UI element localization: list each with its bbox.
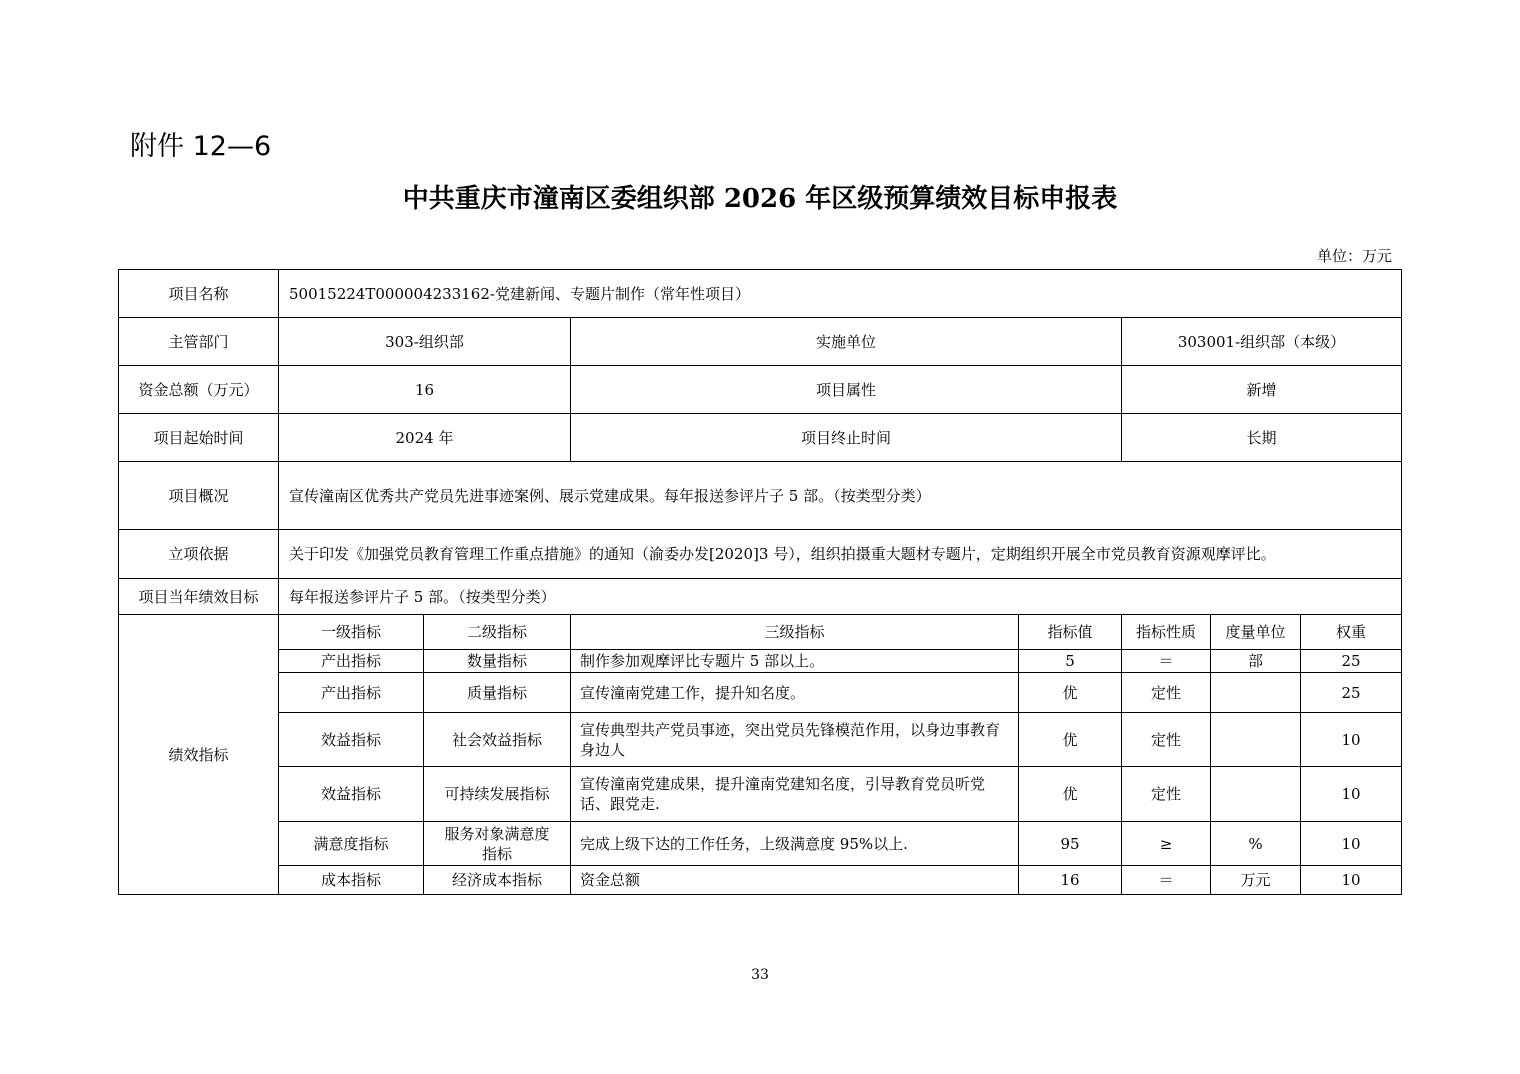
attachment-label: 附件 12—6: [130, 131, 272, 162]
table-row-cell: 优: [1018, 672, 1122, 713]
table-row-cell: 服务对象满意度指标: [423, 821, 571, 866]
dept-label: 主管部门: [118, 317, 279, 366]
col-header-nature: 指标性质: [1121, 614, 1211, 650]
table-row-cell: 宣传潼南党建成果，提升潼南党建知名度，引导教育党员听党话、跟党走.: [570, 766, 1019, 822]
table-row-cell: 产出指标: [278, 649, 424, 673]
table-row-cell: ＝: [1121, 649, 1211, 673]
table-row-cell: 质量指标: [423, 672, 571, 713]
end-label: 项目终止时间: [570, 413, 1122, 462]
fund-label: 资金总额（万元）: [118, 365, 279, 414]
goal-value: 每年报送参评片子 5 部。（按类型分类）: [278, 578, 1402, 615]
goal-label: 项目当年绩效目标: [118, 578, 279, 615]
table-row-cell: 10: [1300, 865, 1402, 895]
table-row-cell: 数量指标: [423, 649, 571, 673]
attr-value: 新增: [1121, 365, 1402, 414]
table-row-cell: 经济成本指标: [423, 865, 571, 895]
table-row-cell: 95: [1018, 821, 1122, 866]
col-header-unit: 度量单位: [1210, 614, 1301, 650]
table-row-cell: 效益指标: [278, 766, 424, 822]
performance-table: [118, 269, 1402, 895]
table-row-cell: 定性: [1121, 672, 1211, 713]
table-row-cell: %: [1210, 821, 1301, 866]
document-title: 中共重庆市潼南区委组织部 2026 年区级预算绩效目标申报表: [402, 184, 1118, 214]
unit-label: 单位：万元: [1316, 247, 1392, 265]
start-value: 2024 年: [278, 413, 571, 462]
table-row-cell: 10: [1300, 821, 1402, 866]
table-row-cell: 宣传典型共产党员事迹，突出党员先锋模范作用，以身边事教育身边人: [570, 712, 1019, 767]
table-row-cell: 25: [1300, 672, 1402, 713]
col-header-weight: 权重: [1300, 614, 1402, 650]
table-row-cell: 25: [1300, 649, 1402, 673]
table-row-cell: [1210, 766, 1301, 822]
table-row-cell: 效益指标: [278, 712, 424, 767]
attr-label: 项目属性: [570, 365, 1122, 414]
impl-label: 实施单位: [570, 317, 1122, 366]
table-row-cell: [1210, 712, 1301, 767]
table-row-cell: 10: [1300, 766, 1402, 822]
overview-label: 项目概况: [118, 461, 279, 530]
col-header-level2: 二级指标: [423, 614, 571, 650]
table-row-cell: 产出指标: [278, 672, 424, 713]
fund-value: 16: [278, 365, 571, 414]
col-header-level3: 三级指标: [570, 614, 1019, 650]
table-row-cell: 制作参加观摩评比专题片 5 部以上。: [570, 649, 1019, 673]
start-label: 项目起始时间: [118, 413, 279, 462]
table-row-cell: 成本指标: [278, 865, 424, 895]
table-row-cell: 优: [1018, 766, 1122, 822]
table-row-cell: 5: [1018, 649, 1122, 673]
table-row-cell: 满意度指标: [278, 821, 424, 866]
table-row-cell: 10: [1300, 712, 1402, 767]
table-row-cell: 宣传潼南党建工作，提升知名度。: [570, 672, 1019, 713]
col-header-level1: 一级指标: [278, 614, 424, 650]
project-name-value: 50015224T000004233162-党建新闻、专题片制作（常年性项目）: [278, 269, 1402, 318]
project-name-label: 项目名称: [118, 269, 279, 318]
indicators-section-label: 绩效指标: [118, 614, 279, 895]
table-row-cell: 完成上级下达的工作任务，上级满意度 95%以上.: [570, 821, 1019, 866]
table-row-cell: 部: [1210, 649, 1301, 673]
table-row-cell: [1210, 672, 1301, 713]
basis-value: 关于印发《加强党员教育管理工作重点措施》的通知（渝委办发[2020]3 号），组织拍摄重大题材专题片，定期组织开展全市党员教育资源观摩评比。: [278, 529, 1402, 579]
dept-value: 303-组织部: [278, 317, 571, 366]
end-value: 长期: [1121, 413, 1402, 462]
impl-value: 303001-组织部（本级）: [1121, 317, 1402, 366]
table-row-cell: ≥: [1121, 821, 1211, 866]
page-number: 33: [751, 967, 769, 983]
table-row-cell: 资金总额: [570, 865, 1019, 895]
table-row-cell: 万元: [1210, 865, 1301, 895]
table-row-cell: 16: [1018, 865, 1122, 895]
table-row-cell: 优: [1018, 712, 1122, 767]
overview-value: 宣传潼南区优秀共产党员先进事迹案例、展示党建成果。每年报送参评片子 5 部。（按类型分类）: [278, 461, 1402, 530]
table-row-cell: 社会效益指标: [423, 712, 571, 767]
table-row-cell: ＝: [1121, 865, 1211, 895]
table-row-cell: 定性: [1121, 712, 1211, 767]
table-row-cell: 可持续发展指标: [423, 766, 571, 822]
col-header-value: 指标值: [1018, 614, 1122, 650]
basis-label: 立项依据: [118, 529, 279, 579]
table-row-cell: 定性: [1121, 766, 1211, 822]
